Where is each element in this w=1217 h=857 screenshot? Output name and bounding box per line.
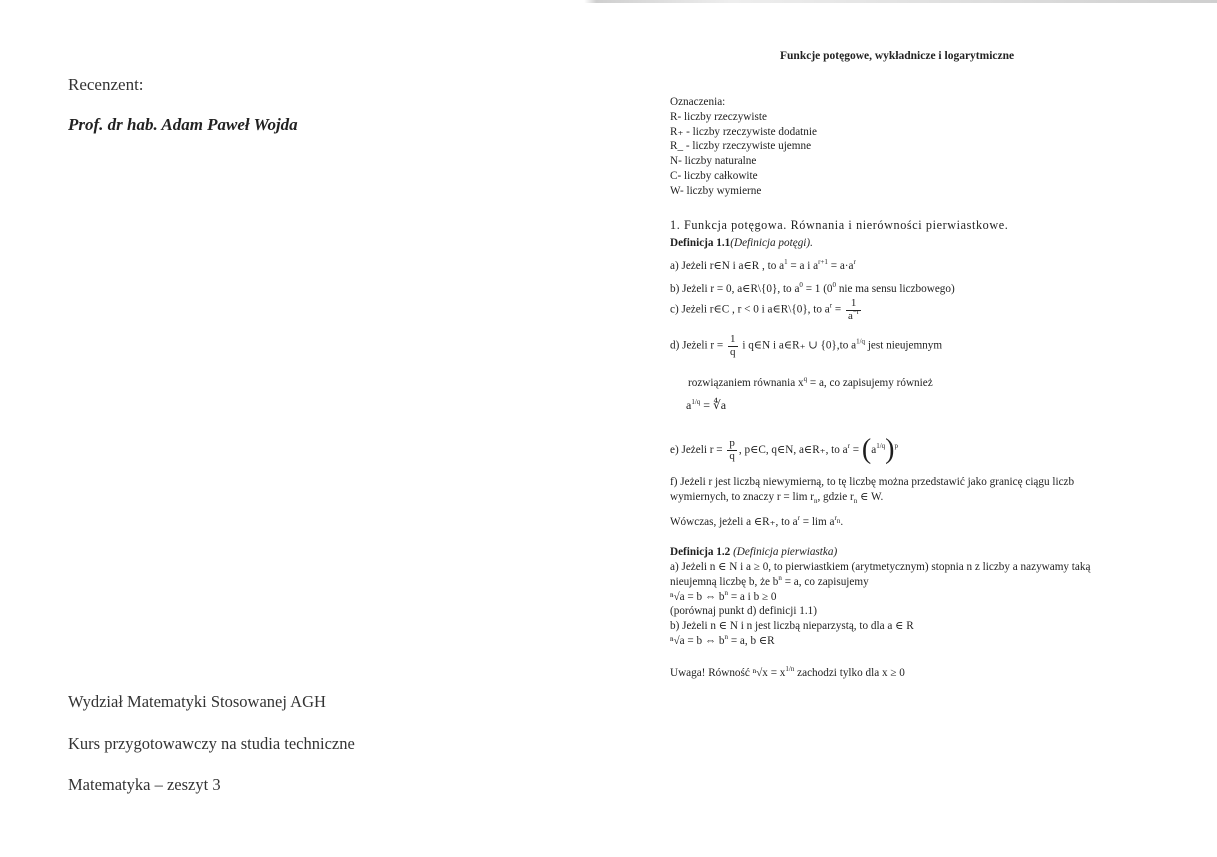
def11-d-root: = ∜a [700, 398, 727, 412]
def11-d-mid: i q∈N i a∈R₊ ∪ {0},to a [739, 339, 857, 352]
def12-a-line2-tail: = a, co zapisujemy [781, 575, 869, 588]
def11-item-a: a) Jeżeli r∈N i a∈R , to $a^1 = a$ i $a^{r+1} = a\cdot a^r$ [670, 258, 856, 272]
def11-item-f: f) Jeżeli r jest liczbą niewymierną, to tę liczbę można przedstawić jako granicę ciągu liczb wymiernych, to znaczy $r = \lim r_n$, gdzie $r_n$ ∈ W. [670, 476, 1075, 505]
def11-f-line2-tail: , gdzie r [817, 490, 854, 503]
def11-item-d-root: $a^{1/q}$ = ∜a [686, 398, 727, 412]
def11-item-d-line2: rozwiązaniem równania $x^q = a$, co zapisujemy również [688, 375, 933, 389]
def12-a-line1: a) Jeżeli n ∈ N i a ≥ 0, to pierwiastkiem (arytmetycznym) stopnia n z liczby a nazywamy taką [670, 561, 1091, 573]
def11-e-text: e) Jeżeli r = [670, 444, 726, 457]
def12-note-tail: zachodzi tylko dla x ≥ 0 [794, 667, 905, 679]
def12-a-eq-tail: = a i b ≥ 0 [728, 590, 777, 603]
def11-b-rest: = 1 (0 [802, 283, 833, 295]
notation-item: R- liczby rzeczywiste [670, 110, 767, 123]
reviewer-name: Prof. dr hab. Adam Paweł Wojda [68, 115, 298, 134]
def11-item-f-line3: Wówczas, jeżeli a ∈R₊, to $a^r = \lim a^{r_n}$. [670, 514, 844, 528]
booklet-name: Matematyka – zeszyt 3 [68, 775, 221, 794]
definition-1-1-heading [670, 236, 813, 251]
reviewer-label: Recenzent: [68, 75, 144, 94]
notation-item: C- liczby całkowite [670, 169, 758, 182]
definition-label: Definicja 1.2 [670, 546, 731, 558]
notation-item: N- liczby naturalne [670, 155, 757, 168]
def11-f-line3: Wówczas, jeżeli a ∈R₊, to a [670, 516, 798, 528]
def11-f-line2: wymiernych, to znaczy r = lim r [670, 490, 814, 503]
definition-1-2-heading [670, 545, 837, 560]
def11-c-eq: = [832, 303, 844, 316]
def11-item-c: c) Jeżeli r∈C , r < 0 i a∈R\{0}, to $a^r$ = $\frac{1}{a^{-r}}$ [670, 297, 860, 322]
page-edge-shadow [0, 0, 1217, 3]
course-name: Kurs przygotowawczy na studia techniczne [68, 734, 355, 753]
def12-b-eq-tail: = a, b ∈R [728, 634, 775, 647]
notation-header: Oznaczenia: [670, 96, 726, 108]
def11-d-line2: rozwiązaniem równania x [688, 377, 804, 389]
def12-b-eq: ⁿ√a = b ⇔ b [670, 634, 725, 647]
section-heading: 1. Funkcja potęgowa. Równania i nierówności pierwiastkowe. [670, 218, 1009, 232]
definition-name: (Definicja potęgi). [730, 237, 813, 249]
def12-item-a: a) Jeżeli n ∈ N i a ≥ 0, to pierwiastkiem (arytmetycznym) stopnia n z liczby a nazywamy taką nieujemną liczbę b, że $b^n = a$, co zapisujemy ⁿ√a = b ⇔ $b^n = a$ i b ≥ 0 (porównaj punkt d) definicji 1.1) b) Jeżeli n ∈ N i n jest liczbą nieparzystą, to dla a ∈ R ⁿ√a = b ⇔ $b^n = a$, b ∈R [670, 561, 1091, 647]
notation-item: R_ - liczby rzeczywiste ujemne [670, 140, 812, 153]
fraction: $\frac{1}{q}$ [730, 333, 736, 358]
def11-d-line2-tail: = a, co zapisujemy również [807, 377, 933, 389]
def12-a-line2: nieujemną liczbę b, że b [670, 575, 779, 588]
def12-note: Uwaga! Równość $^n√x = x^{1/n}$ zachodzi tylko dla x ≥ 0 [670, 665, 905, 679]
def11-f-line2-end: ∈ W. [857, 490, 884, 503]
def12-b-line1: b) Jeżeli n ∈ N i n jest liczbą nieparzystą, to dla a ∈ R [670, 620, 914, 633]
def11-a-text: a) Jeżeli r∈N i a∈R , to a [670, 260, 785, 272]
def11-item-e: e) Jeżeli r = $\frac{p}{q}$ , p∈C, q∈N, a∈R₊, to $a^r = (a^{1/q})^p$ [670, 434, 898, 465]
def11-f-line3-tail: = lim a [799, 516, 835, 528]
def11-f-line1: f) Jeżeli r jest liczbą niewymierną, to tę liczbę można przedstawić jako granicę ciągu liczb [670, 476, 1075, 488]
def11-d-text: d) Jeżeli r = [670, 339, 727, 352]
def12-a-eq: ⁿ√a = b ⇔ b [670, 590, 725, 603]
fraction: $\frac{1}{a^{-r}}$ [848, 297, 860, 322]
def11-d-tail: jest nieujemnym [865, 339, 943, 352]
chapter-title: Funkcje potęgowe, wykładnicze i logarytmiczne [780, 50, 1015, 62]
faculty-name: Wydział Matematyki Stosowanej AGH [68, 692, 326, 711]
def11-item-b: b) Jeżeli r = 0, a∈R\{0}, to $a^0 = 1$ ($0^0$ nie ma sensu liczbowego) [670, 281, 955, 295]
def11-item-d: d) Jeżeli r = $\frac{1}{q}$ i q∈N i a∈R₊ ∪ {0},to $a^{1/q}$ jest nieujemnym [670, 333, 943, 358]
def11-e-mid: , p∈C, q∈N, a∈R₊, to a [738, 444, 848, 457]
fraction: $\frac{p}{q}$ [729, 437, 735, 462]
def11-c-text: c) Jeżeli r∈C , r < 0 i a∈R\{0}, to a [670, 303, 830, 316]
notation-item: W- liczby wymierne [670, 184, 762, 197]
definition-label: Definicja 1.1 [670, 237, 731, 249]
def11-a-rest: = a i a [787, 260, 819, 272]
def12-note-text: Uwaga! Równość ⁿ√x = x [670, 667, 786, 679]
notation-block [670, 95, 817, 198]
def11-b-text: b) Jeżeli r = 0, a∈R\{0}, to a [670, 283, 800, 295]
notation-item: R₊ - liczby rzeczywiste dodatnie [670, 125, 817, 138]
def11-b-tail: nie ma sensu liczbowego) [836, 283, 955, 295]
def12-compare: (porównaj punkt d) definicji 1.1) [670, 605, 817, 618]
definition-name: (Definicja pierwiastka) [733, 546, 838, 558]
